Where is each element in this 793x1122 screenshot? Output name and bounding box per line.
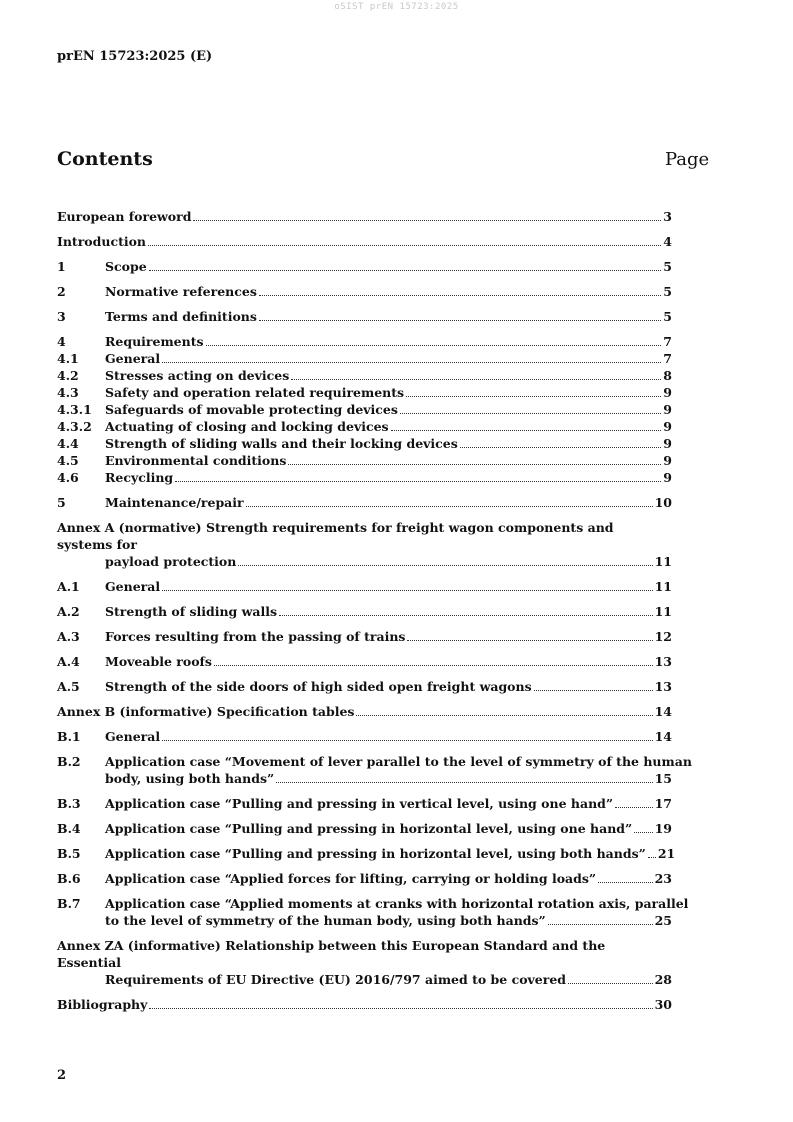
toc-title: General: [105, 729, 161, 744]
toc-entry[interactable]: [57, 258, 672, 275]
toc-title: Requirements: [105, 334, 204, 349]
toc-number: A.5: [57, 679, 80, 694]
toc-page: 9: [663, 436, 672, 451]
contents-heading: Contents: [57, 148, 153, 170]
dot-leader: [214, 665, 653, 666]
toc-entry[interactable]: [57, 519, 672, 570]
toc-page: 3: [663, 209, 672, 224]
dot-leader: [238, 565, 652, 566]
toc-entry[interactable]: [57, 283, 672, 300]
toc-number: 4.3.1: [57, 402, 92, 417]
toc-title: payload protection: [105, 554, 237, 569]
dot-leader: [162, 362, 661, 363]
toc-number: A.2: [57, 604, 80, 619]
dot-leader: [634, 832, 652, 833]
toc-number: B.2: [57, 754, 81, 769]
dot-leader: [406, 396, 661, 397]
toc-title: to the level of symmetry of the human body, using both hands”: [105, 913, 546, 928]
toc-page: 30: [654, 997, 672, 1012]
toc-entry[interactable]: [57, 845, 676, 862]
toc-number: A.4: [57, 654, 80, 669]
dot-leader: [175, 481, 661, 482]
dot-leader: [288, 464, 661, 465]
toc-title: Strength of sliding walls: [105, 604, 278, 619]
toc-page: 14: [654, 704, 672, 719]
dot-leader: [246, 506, 653, 507]
toc-number: 2: [57, 284, 66, 299]
toc-title: General: [105, 351, 161, 366]
toc-title: Recycling: [105, 470, 174, 485]
toc-title: Maintenance/repair: [105, 495, 244, 510]
toc-title: Requirements of EU Directive (EU) 2016/797 aimed to be covered: [105, 972, 567, 987]
toc-entry[interactable]: [57, 703, 672, 720]
toc-entry[interactable]: [57, 678, 672, 695]
dot-leader: [460, 447, 662, 448]
toc-entry[interactable]: [57, 494, 672, 511]
dot-leader: [568, 983, 653, 984]
toc-title: Application case “Applied forces for lifting, carrying or holding loads”: [105, 871, 597, 886]
toc-title-line: Application case “Movement of lever parallel to the level of symmetry of the human: [105, 754, 692, 769]
toc-page: 23: [654, 871, 672, 886]
toc-entry[interactable]: [57, 578, 672, 595]
toc-title: Environmental conditions: [105, 453, 287, 468]
toc-page: 17: [654, 796, 672, 811]
toc-entry[interactable]: [57, 795, 672, 812]
toc-entry[interactable]: [57, 870, 672, 887]
toc-entry[interactable]: [57, 208, 672, 225]
toc-entry[interactable]: [57, 895, 689, 929]
page-column-label: Page: [665, 149, 710, 170]
toc-title: Application case “Pulling and pressing in horizontal level, using both hands”: [105, 846, 646, 861]
dot-leader: [149, 270, 662, 271]
toc-page: 9: [663, 453, 672, 468]
toc-page: 25: [654, 913, 672, 928]
toc-number: 3: [57, 309, 66, 324]
toc-entry[interactable]: [57, 996, 672, 1013]
toc-page: 11: [654, 579, 672, 594]
dot-leader: [648, 857, 656, 858]
toc-page: 11: [654, 604, 672, 619]
toc-number: 4.5: [57, 453, 79, 468]
toc-page: 9: [663, 402, 672, 417]
toc-page: 10: [654, 495, 672, 510]
toc-page: 5: [663, 259, 672, 274]
toc-number: A.3: [57, 629, 80, 644]
dot-leader: [400, 413, 661, 414]
toc-title: Actuating of closing and locking devices: [105, 419, 389, 434]
toc-page: 14: [654, 729, 672, 744]
dot-leader: [291, 379, 661, 380]
toc-page: 13: [654, 654, 672, 669]
toc-title: Application case “Pulling and pressing in horizontal level, using one hand”: [105, 821, 633, 836]
toc-title: Forces resulting from the passing of trains: [105, 629, 406, 644]
page-number: 2: [57, 1068, 67, 1083]
toc-entry[interactable]: [57, 384, 672, 401]
toc-title: Introduction: [57, 234, 147, 249]
dot-leader: [162, 590, 652, 591]
toc-title: Bibliography: [57, 997, 148, 1012]
toc-number: A.1: [57, 579, 80, 594]
toc-entry[interactable]: [57, 728, 672, 745]
toc-number: B.3: [57, 796, 81, 811]
dot-leader: [148, 245, 661, 246]
toc-title: Strength of the side doors of high sided open freight wagons: [105, 679, 532, 694]
dot-leader: [206, 345, 662, 346]
toc-number: B.6: [57, 871, 81, 886]
toc-page: 13: [654, 679, 672, 694]
toc-page: 15: [654, 771, 672, 786]
toc-entry[interactable]: [57, 452, 672, 469]
toc-entry[interactable]: [57, 937, 672, 988]
toc-number: 4.3: [57, 385, 79, 400]
toc-number: 1: [57, 259, 66, 274]
toc-page: 28: [654, 972, 672, 987]
toc-title: Safety and operation related requirements: [105, 385, 405, 400]
table-of-contents: [57, 208, 692, 1013]
toc-title-line: Application case “Applied moments at cranks with horizontal rotation axis, parallel: [105, 896, 689, 911]
dot-leader: [615, 807, 653, 808]
dot-leader: [548, 924, 653, 925]
toc-title: Stresses acting on devices: [105, 368, 290, 383]
toc-title: Terms and definitions: [105, 309, 257, 324]
dot-leader: [391, 430, 662, 431]
toc-page: 9: [663, 419, 672, 434]
toc-title: European foreword: [57, 209, 192, 224]
toc-title-line: Annex ZA (informative) Relationship between this European Standard and the Essential: [57, 938, 606, 970]
toc-number: 4: [57, 334, 66, 349]
toc-number: 4.2: [57, 368, 79, 383]
toc-entry[interactable]: [57, 753, 692, 787]
toc-number: 4.1: [57, 351, 79, 366]
toc-entry[interactable]: [57, 350, 672, 367]
toc-page: 7: [663, 334, 672, 349]
toc-page: 4: [663, 234, 672, 249]
toc-number: 5: [57, 495, 66, 510]
dot-leader: [407, 640, 652, 641]
toc-number: B.5: [57, 846, 81, 861]
dot-leader: [259, 295, 661, 296]
toc-entry[interactable]: [57, 628, 672, 645]
toc-number: 4.6: [57, 470, 79, 485]
toc-page: 9: [663, 470, 672, 485]
toc-entry[interactable]: [57, 308, 672, 325]
toc-entry[interactable]: [57, 233, 672, 250]
toc-title: Annex B (informative) Specification tables: [57, 704, 355, 719]
dot-leader: [162, 740, 652, 741]
dot-leader: [259, 320, 661, 321]
toc-number: 4.4: [57, 436, 79, 451]
document-id: prEN 15723:2025 (E): [57, 49, 213, 64]
dot-leader: [279, 615, 653, 616]
toc-title: Normative references: [105, 284, 257, 299]
toc-number: B.7: [57, 896, 81, 911]
toc-title: body, using both hands”: [105, 771, 275, 786]
toc-title: Application case “Pulling and pressing in vertical level, using one hand”: [105, 796, 614, 811]
toc-entry[interactable]: [57, 418, 672, 435]
dot-leader: [193, 220, 661, 221]
toc-number: 4.3.2: [57, 419, 92, 434]
toc-entry[interactable]: [57, 367, 672, 384]
toc-number: B.1: [57, 729, 81, 744]
toc-page: 12: [654, 629, 672, 644]
toc-page: 11: [654, 554, 672, 569]
toc-page: 7: [663, 351, 672, 366]
toc-page: 19: [654, 821, 672, 836]
toc-title: Moveable roofs: [105, 654, 212, 669]
toc-page: 21: [657, 846, 676, 861]
toc-title: Safeguards of movable protecting devices: [105, 402, 398, 417]
dot-leader: [276, 782, 652, 783]
toc-entry[interactable]: [57, 435, 672, 452]
dot-leader: [149, 1008, 652, 1009]
toc-title: General: [105, 579, 161, 594]
toc-entry[interactable]: [57, 469, 672, 486]
dot-leader: [534, 690, 653, 691]
toc-title: Strength of sliding walls and their locking devices: [105, 436, 458, 451]
dot-leader: [598, 882, 652, 883]
toc-page: 9: [663, 385, 672, 400]
watermark: oSIST prEN 15723:2025: [334, 2, 459, 12]
dot-leader: [356, 715, 652, 716]
toc-entry[interactable]: [57, 401, 672, 418]
toc-entry[interactable]: [57, 820, 672, 837]
toc-title: Scope: [105, 259, 147, 274]
toc-page: 8: [663, 368, 672, 383]
toc-entry[interactable]: [57, 653, 672, 670]
toc-entry[interactable]: [57, 333, 672, 350]
toc-title-line: Annex A (normative) Strength requirements for freight wagon components and systems for: [57, 520, 614, 552]
toc-page: 5: [663, 309, 672, 324]
toc-page: 5: [663, 284, 672, 299]
toc-entry[interactable]: [57, 603, 672, 620]
toc-number: B.4: [57, 821, 81, 836]
